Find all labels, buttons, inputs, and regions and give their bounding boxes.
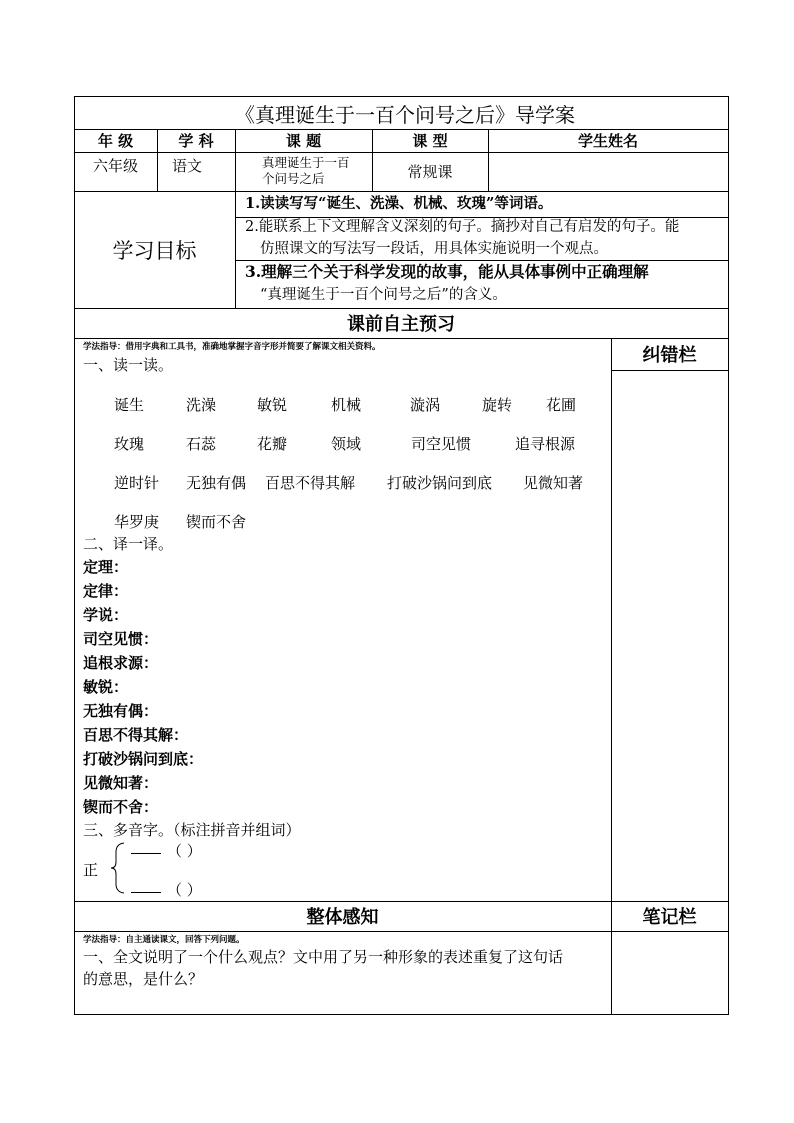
header-subject: 学 科 [178, 132, 214, 150]
section-read: 一、读一读。 [83, 356, 174, 374]
vocab-word: 逆时针 [114, 474, 160, 492]
info-type: 常规课 [407, 163, 453, 181]
pinyin-blank[interactable] [131, 892, 161, 893]
vocab-word: 追寻根源 [515, 435, 576, 453]
overall-study-guide: 学法指导：自主通读课文，回答下列问题。 [83, 935, 245, 945]
question-1-line1: 一、全文说明了一个什么观点？文中用了另一种形象的表述重复了这句话 [83, 948, 564, 966]
section-polyphone: 三、多音字。（标注拼音并组词） [83, 821, 301, 839]
header-topic: 课 题 [285, 132, 322, 150]
term-item: 学说： [83, 606, 129, 624]
info-subject: 语文 [171, 156, 202, 175]
objectives-label: 学习目标 [112, 238, 197, 263]
header-student-name: 学生姓名 [577, 132, 638, 150]
vocab-word: 见微知著 [523, 474, 584, 492]
term-item: 打破沙锅问到底： [83, 750, 204, 768]
word-paren[interactable]: （ ） [167, 881, 202, 899]
info-grade: 六年级 [92, 156, 138, 175]
term-item: 百思不得其解： [83, 726, 189, 744]
term-item: 定律： [83, 582, 129, 600]
vocab-word: 机械 [331, 396, 362, 414]
objective-3-line1: 3.理解三个关于科学发现的故事，能从具体事例中正确理解 [245, 262, 649, 281]
objective-3-line2: “真理诞生于一百个问号之后”的含义。 [260, 287, 507, 303]
vocab-word: 石蕊 [186, 435, 217, 453]
polyphone-answer-2[interactable] [131, 879, 202, 900]
info-topic-line2: 个问号之后 [262, 171, 325, 186]
vocab-word: 领域 [331, 435, 362, 453]
term-item: 定理： [83, 558, 129, 576]
vocab-word: 玫瑰 [114, 435, 145, 453]
term-item: 锲而不舍： [83, 798, 159, 816]
info-topic [262, 155, 350, 187]
word-paren[interactable]: （ ） [167, 842, 202, 860]
overall-heading: 整体感知 [306, 907, 379, 928]
vocab-word: 洗澡 [186, 396, 217, 414]
info-topic-line1: 真理诞生于一百 [262, 155, 350, 170]
correction-column-label: 纠错栏 [642, 345, 697, 366]
document-title: 《真理诞生于一百个问号之后》导学案 [235, 102, 575, 127]
header-type: 课 型 [412, 132, 448, 150]
vocab-word: 花瓣 [257, 435, 288, 453]
header-grade: 年 级 [97, 132, 134, 150]
term-item: 无独有偶： [83, 702, 159, 720]
vocab-word: 敏锐 [257, 396, 288, 414]
polyphone-answer-1[interactable] [131, 840, 202, 861]
preview-heading: 课前自主预习 [347, 314, 455, 335]
curly-brace [110, 842, 126, 894]
polyphone-char: 正 [83, 861, 99, 879]
term-item: 追根求源： [83, 654, 159, 672]
term-item: 敏锐： [83, 678, 129, 696]
notes-column-label: 笔记栏 [642, 907, 697, 928]
vocab-word: 司空见惯 [411, 435, 472, 453]
vocab-word: 百思不得其解 [265, 474, 356, 492]
student-name-field[interactable] [489, 153, 727, 190]
objective-2-line1: 2.能联系上下文理解含义深刻的句子。摘抄对自己有启发的句子。能 [245, 219, 680, 235]
vocab-word: 诞生 [114, 396, 145, 414]
vocab-word: 漩涡 [410, 396, 441, 414]
term-item: 司空见惯： [83, 630, 159, 648]
vocab-word: 锲而不舍 [186, 513, 247, 531]
vocab-word: 无独有偶 [186, 474, 247, 492]
section-translate: 二、译一译。 [83, 535, 174, 553]
term-item: 见微知著： [83, 774, 159, 792]
objective-2-line2: 仿照课文的写法写一段话，用具体实施说明一个观点。 [260, 241, 608, 257]
vocab-word: 华罗庚 [114, 513, 160, 531]
preview-study-guide: 学法指导：借用字典和工具书，准确地掌握字音字形并简要了解课文相关资料。 [83, 342, 381, 352]
question-1-line2: 的意思，是什么？ [83, 970, 204, 988]
vocab-word: 花圃 [546, 396, 577, 414]
objective-1: 1.读读写写“诞生、洗澡、机械、玫瑰”等词语。 [245, 195, 553, 212]
pinyin-blank[interactable] [131, 853, 161, 854]
vocab-word: 打破沙锅问到底 [387, 474, 493, 492]
vocab-word: 旋转 [482, 396, 513, 414]
